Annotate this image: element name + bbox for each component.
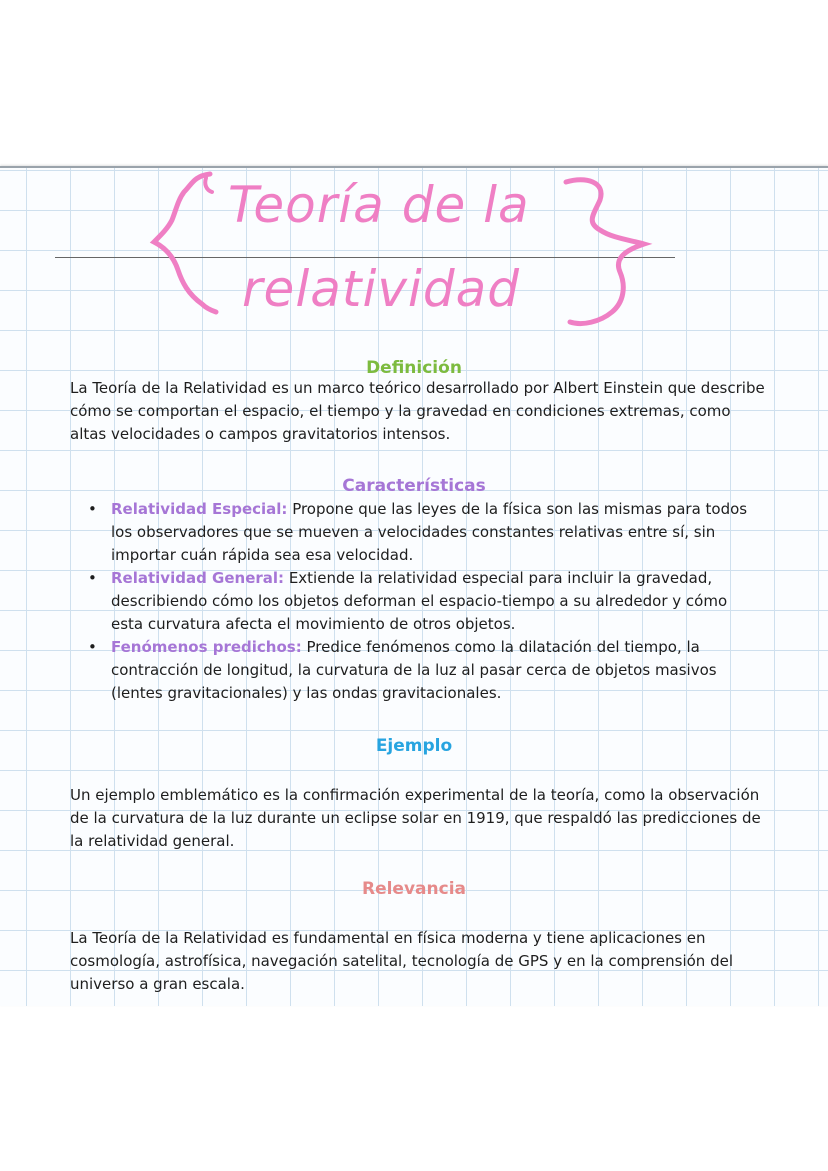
list-item-term: Relatividad Especial: — [111, 500, 288, 518]
bullet-icon: • — [88, 569, 97, 587]
paragraph-ejemplo: Un ejemplo emblemático es la confirmación experimental de la teoría, como la observación de la curvatura de la luz durante un eclipse solar en 1919, que respaldó las predicciones de la relatividad general. — [70, 786, 761, 850]
heading-ejemplo: Ejemplo — [375, 736, 453, 756]
list-item — [88, 567, 748, 636]
list-item-term: Fenómenos predichos: — [111, 638, 302, 656]
heading-caracteristicas: Características — [342, 476, 486, 496]
heading-relevancia: Relevancia — [361, 879, 466, 899]
list-item-text: Propone que las leyes de la física son las mismas para todos los observadores que se mueven a velocidades constantes relativas entre sí, sin importar cuán rápida sea esa velocidad. — [111, 500, 748, 564]
list-item-term: Relatividad General: — [111, 569, 285, 587]
notebook-page — [0, 166, 828, 1006]
list-item — [88, 636, 748, 705]
list-item — [88, 498, 748, 567]
heading-definicion: Definición — [366, 358, 462, 378]
right-brace-decoration — [560, 174, 655, 334]
list-item-text: Extiende la relatividad especial para incluir la gravedad, describiendo cómo los objetos deforman el espacio-tiempo a su alrededor y cómo esta curvatura afecta el movimiento de otros objetos. — [111, 569, 728, 633]
page-title-line-2: relatividad — [242, 260, 520, 318]
bullet-icon: • — [88, 500, 97, 518]
paragraph-relevancia: La Teoría de la Relatividad es fundamental en física moderna y tiene aplicaciones en cosmología, astrofísica, navegación satelital, tecnología de GPS y en la comprensión del universo a gran escala. — [70, 929, 733, 993]
caracteristicas-list — [88, 498, 748, 705]
page-title-line-1: Teoría de la — [228, 176, 530, 234]
left-brace-decoration — [148, 170, 228, 320]
bullet-icon: • — [88, 638, 97, 656]
paragraph-definicion: La Teoría de la Relatividad es un marco teórico desarrollado por Albert Einstein que describe cómo se comportan el espacio, el tiempo y la gravedad en condiciones extremas, como altas velocidades o campos gravitatorios intensos. — [70, 379, 765, 443]
list-item-text: Predice fenómenos como la dilatación del tiempo, la contracción de longitud, la curvatura de la luz al pasar cerca de objetos masivos (lentes gravitacionales) y las ondas gravitacionales. — [111, 638, 717, 702]
